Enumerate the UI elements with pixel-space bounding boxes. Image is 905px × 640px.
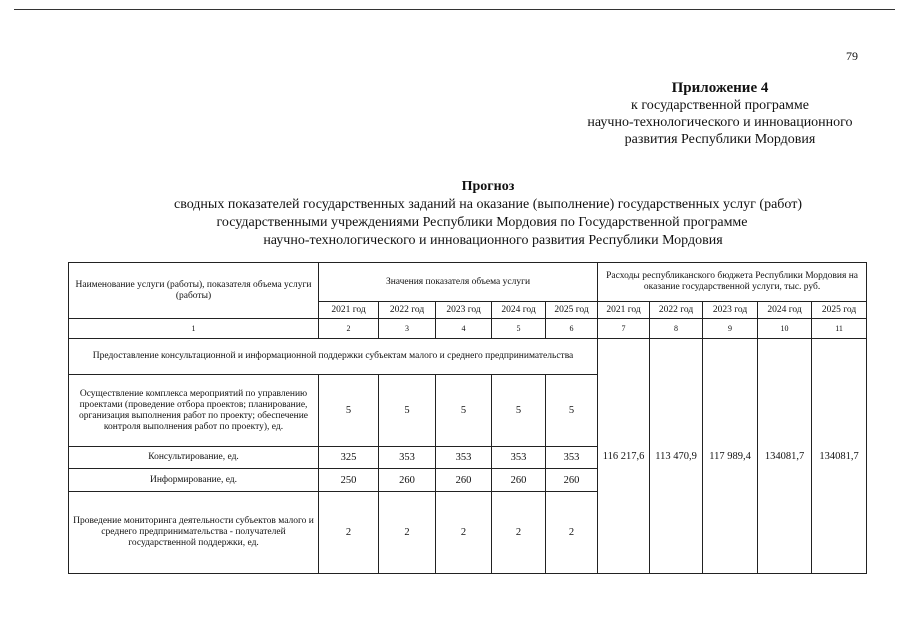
year-header: 2025 год — [812, 302, 867, 319]
column-number: 4 — [436, 319, 492, 339]
year-header: 2021 год — [598, 302, 650, 319]
document-heading — [70, 178, 905, 250]
value-cell: 5 — [436, 375, 492, 447]
value-cell: 353 — [546, 447, 598, 469]
column-number: 5 — [492, 319, 546, 339]
header-expenses: Расходы республиканского бюджета Республики Мордовия на оказание государственной услуги, тыс. руб. — [598, 263, 867, 302]
expense-2023: 117 989,4 — [703, 339, 758, 574]
value-cell: 2 — [379, 492, 436, 574]
column-number: 1 — [69, 319, 319, 339]
appendix-line: к государственной программе — [631, 98, 809, 113]
column-number: 11 — [812, 319, 867, 339]
value-cell: 2 — [436, 492, 492, 574]
service-name: Консультирование, ед. — [69, 447, 319, 469]
header-name: Наименование услуги (работы), показателя объема услуги (работы) — [69, 263, 319, 319]
section-row: Предоставление консультационной и информационной поддержки субъектам малого и среднего предпринимательства — [69, 339, 598, 375]
column-number: 6 — [546, 319, 598, 339]
appendix-block — [520, 80, 905, 148]
value-cell: 250 — [319, 469, 379, 492]
value-cell: 5 — [319, 375, 379, 447]
forecast-table — [68, 262, 867, 574]
value-cell: 260 — [546, 469, 598, 492]
header-values: Значения показателя объема услуги — [319, 263, 598, 302]
heading-line: научно-технологического и инновационного развития Республики Мордовия — [263, 233, 723, 248]
value-cell: 260 — [436, 469, 492, 492]
heading-line: сводных показателей государственных заданий на оказание (выполнение) государственных услуг (работ) — [173, 197, 803, 212]
expense-2025: 134081,7 — [812, 339, 867, 574]
expense-2022: 113 470,9 — [650, 339, 703, 574]
value-cell: 5 — [546, 375, 598, 447]
year-header: 2024 год — [758, 302, 812, 319]
value-cell: 353 — [492, 447, 546, 469]
appendix-title: Приложение 4 — [671, 80, 769, 96]
value-cell: 2 — [546, 492, 598, 574]
column-number: 8 — [650, 319, 703, 339]
value-cell: 5 — [379, 375, 436, 447]
value-cell: 2 — [319, 492, 379, 574]
service-name: Осуществление комплекса мероприятий по управлению проектами (проведение отбора проектов; планирование, организация выполнения работ по проекту; обеспечение контроля выполнения работ по проекту), ед. — [69, 375, 319, 447]
value-cell: 5 — [492, 375, 546, 447]
heading-title: Прогноз — [461, 179, 515, 194]
year-header: 2024 год — [492, 302, 546, 319]
service-name: Проведение мониторинга деятельности субъектов малого и среднего предпринимательства - получателей государственной поддержки, ед. — [69, 492, 319, 574]
value-cell: 260 — [379, 469, 436, 492]
expense-2024: 134081,7 — [758, 339, 812, 574]
top-rule — [14, 9, 895, 10]
year-header: 2023 год — [436, 302, 492, 319]
appendix-line: научно-технологического и инновационного — [587, 115, 853, 130]
value-cell: 2 — [492, 492, 546, 574]
year-header: 2022 год — [650, 302, 703, 319]
column-number: 3 — [379, 319, 436, 339]
year-header: 2021 год — [319, 302, 379, 319]
year-header: 2022 год — [379, 302, 436, 319]
expense-2021: 116 217,6 — [598, 339, 650, 574]
heading-line: государственными учреждениями Республики Мордовия по Государственной программе — [216, 215, 748, 230]
value-cell: 260 — [492, 469, 546, 492]
column-number: 10 — [758, 319, 812, 339]
column-number: 2 — [319, 319, 379, 339]
year-header: 2023 год — [703, 302, 758, 319]
value-cell: 353 — [436, 447, 492, 469]
column-number: 7 — [598, 319, 650, 339]
service-name: Информирование, ед. — [69, 469, 319, 492]
page-number: 79 — [846, 49, 858, 63]
year-header: 2025 год — [546, 302, 598, 319]
value-cell: 325 — [319, 447, 379, 469]
value-cell: 353 — [379, 447, 436, 469]
appendix-line: развития Республики Мордовия — [624, 132, 816, 147]
column-number: 9 — [703, 319, 758, 339]
